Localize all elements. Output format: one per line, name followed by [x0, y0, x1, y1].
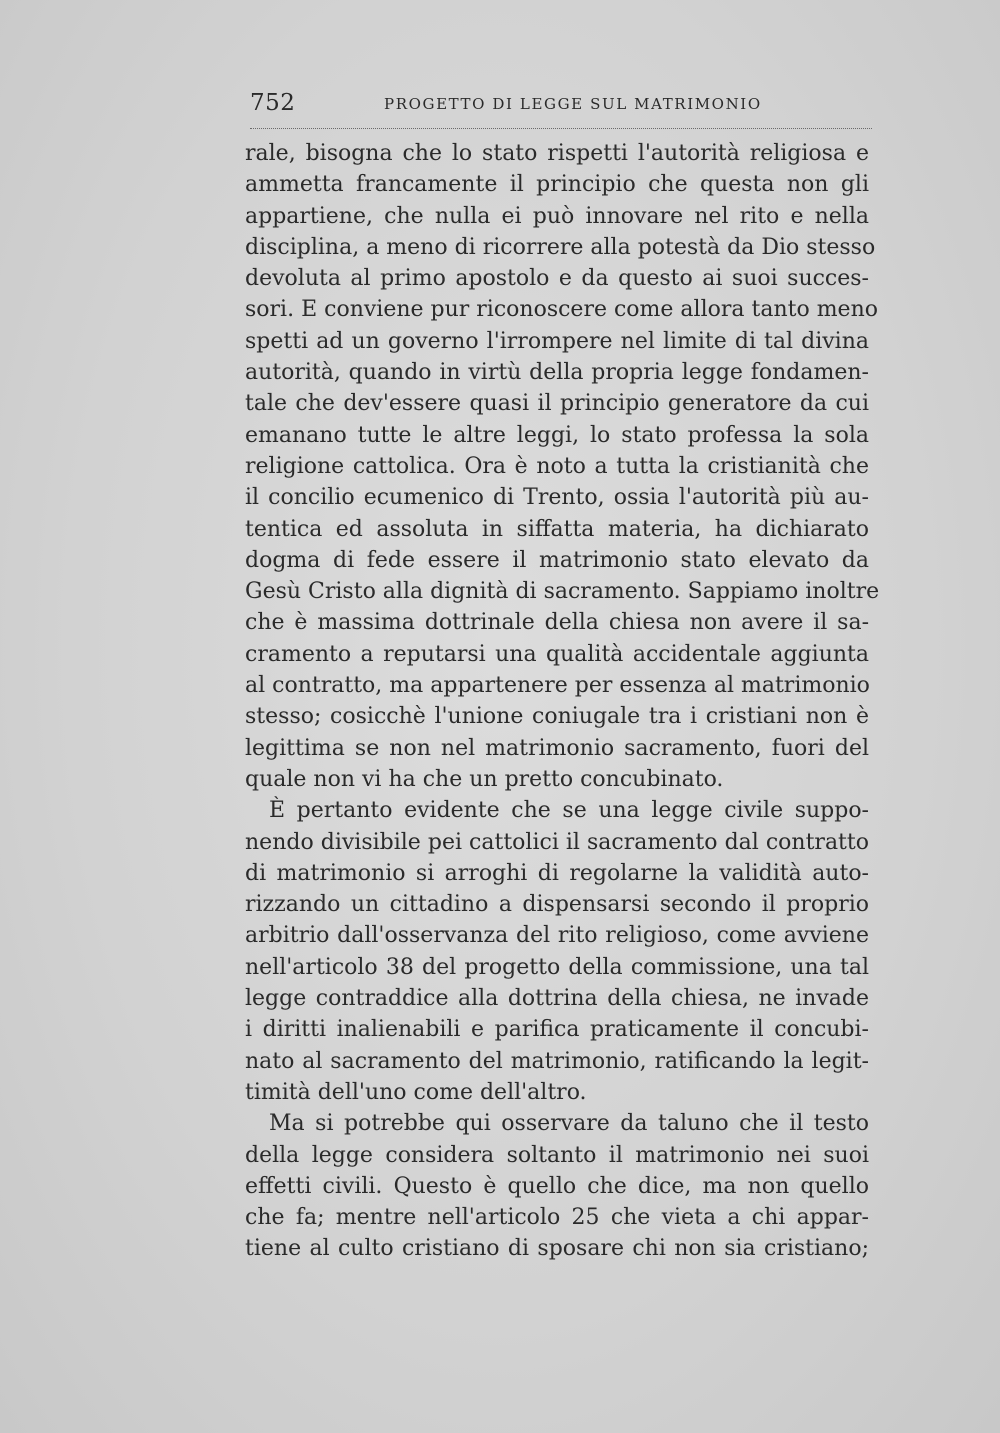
text-line: rale, bisogna che lo stato rispetti l'autorità religiosa e: [245, 141, 869, 166]
text-line: tale che dev'essere quasi il principio generatore da cui: [245, 391, 869, 417]
text-line: emanano tutte le altre leggi, lo stato professa la sola: [245, 422, 869, 448]
text-line: autorità, quando in virtù della propria legge fondamen-: [245, 360, 869, 386]
text-line: della legge considera soltanto il matrimonio nei suoi: [245, 1142, 869, 1168]
text-line: legge contraddice alla dottrina della chiesa, ne invade: [245, 986, 869, 1012]
text-line: il concilio ecumenico di Trento, ossia l'autorità più au-: [245, 485, 869, 511]
text-line: È pertanto evidente che se una legge civile suppo-: [269, 798, 869, 824]
text-line: nato al sacramento del matrimonio, ratificando la legit-: [245, 1048, 869, 1074]
text-line: cramento a reputarsi una qualità accidentale aggiunta: [245, 641, 869, 667]
text-line: i diritti inalienabili e parifica praticamente il concubi-: [245, 1017, 869, 1043]
text-line: tiene al culto cristiano di sposare chi non sia cristiano;: [245, 1236, 869, 1262]
text-line: religione cattolica. Ora è noto a tutta la cristianità che: [245, 453, 869, 479]
text-line: spetti ad un governo l'irrompere nel limite di tal divina: [245, 328, 869, 354]
text-line: al contratto, ma appartenere per essenza al matrimonio: [245, 673, 870, 699]
body-text: [245, 138, 880, 1265]
text-line: stesso; cosicchè l'unione coniugale tra i cristiani non è: [245, 704, 869, 730]
paragraph-1: [245, 138, 880, 795]
text-line: nendo divisibile pei cattolici il sacramento dal contratto: [245, 829, 869, 855]
paragraph-3: [245, 1108, 869, 1264]
text-line: Ma si potrebbe qui osservare da taluno che il testo: [269, 1111, 869, 1137]
running-title: PROGETTO DI LEGGE SUL MATRIMONIO: [384, 95, 762, 113]
text-line: ammetta francamente il principio che questa non gli: [245, 172, 869, 198]
text-line: arbitrio dall'osservanza del rito religioso, come avviene: [245, 923, 869, 949]
text-line: legittima se non nel matrimonio sacramento, fuori del: [245, 735, 869, 761]
text-line: dogma di fede essere il matrimonio stato elevato da: [245, 547, 869, 573]
text-line: che è massima dottrinale della chiesa non avere il sa-: [245, 610, 869, 636]
text-line: Gesù Cristo alla dignità di sacramento. Sappiamo inoltre: [245, 579, 880, 605]
text-line: quale non vi ha che un pretto concubinato.: [245, 766, 724, 792]
text-line: rizzando un cittadino a dispensarsi secondo il proprio: [245, 892, 869, 918]
text-line: di matrimonio si arroghi di regolarne la validità auto-: [245, 860, 869, 886]
text-line: effetti civili. Questo è quello che dice, ma non quello: [245, 1173, 869, 1199]
running-head: [250, 88, 872, 129]
paragraph-2: [245, 795, 869, 1108]
text-line: nell'articolo 38 del progetto della commissione, una tal: [245, 954, 869, 980]
text-line: devoluta al primo apostolo e da questo ai suoi succes-: [245, 266, 869, 292]
page-number: 752: [250, 90, 296, 116]
text-line: appartiene, che nulla ei può innovare nel rito e nella: [245, 203, 869, 229]
text-line: sori. E conviene pur riconoscere come allora tanto meno: [245, 297, 878, 323]
text-line: tentica ed assoluta in siffatta materia, ha dichiarato: [245, 516, 869, 542]
text-line: timità dell'uno come dell'altro.: [245, 1079, 587, 1105]
text-line: che fa; mentre nell'articolo 25 che vieta a chi appar-: [245, 1205, 869, 1231]
text-line: disciplina, a meno di ricorrere alla potestà da Dio stesso: [245, 234, 876, 260]
